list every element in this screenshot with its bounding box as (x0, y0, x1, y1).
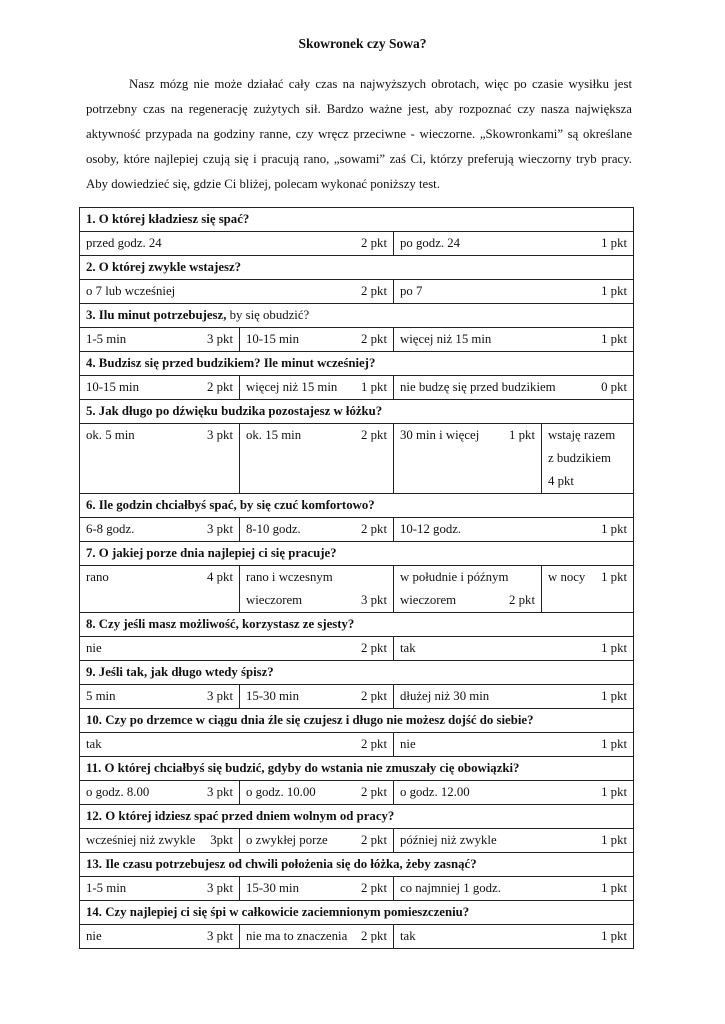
answer-label: później niż zwykle (400, 833, 497, 847)
answer-wrap (400, 232, 627, 255)
answer-points: 2 pkt (509, 593, 535, 607)
answer-wrap (86, 328, 233, 351)
answer-option (394, 280, 634, 304)
answer-option (240, 518, 394, 542)
answer-wrap (246, 328, 387, 351)
answer-row (80, 518, 634, 542)
answer-option (240, 566, 394, 613)
answer-wrap (246, 685, 387, 708)
answer-option (394, 637, 634, 661)
question-text: 12. O której idziesz spać przed dniem wolnym od pracy? (80, 805, 634, 829)
answer-option (80, 925, 240, 949)
answer-row (80, 232, 634, 256)
question-text-rest: by się obudzić? (226, 308, 310, 322)
answer-label: wieczorem (400, 593, 457, 607)
intro-paragraph (86, 72, 632, 197)
question-row (80, 709, 634, 733)
question-text: 10. Czy po drzemce w ciągu dnia źle się czujesz i długo nie możesz dojść do siebie? (80, 709, 634, 733)
answer-wrap (400, 733, 627, 756)
answer-label: wcześniej niż zwykle (86, 833, 196, 847)
answer-label: 8-10 godz. (246, 522, 301, 536)
answer-points: 3 pkt (207, 929, 233, 943)
answer-points: 3 pkt (207, 522, 233, 536)
answer-points: 1 pkt (601, 833, 628, 847)
page-title: Skowronek czy Sowa? (298, 36, 427, 51)
answer-points: 1 pkt (601, 737, 628, 751)
answer-points: 3pkt (210, 833, 233, 847)
answer-row (80, 328, 634, 352)
answer-label: o zwykłej porze (246, 833, 328, 847)
quiz-table (79, 207, 634, 949)
answer-label: o godz. 8.00 (86, 785, 150, 799)
answer-label: 15-30 min (246, 689, 299, 703)
answer-points: 2 pkt (361, 522, 387, 536)
answer-wrap (246, 781, 387, 804)
answer-label: o 7 lub wcześniej (86, 284, 176, 298)
answer-option (394, 733, 634, 757)
answer-points: 2 pkt (361, 833, 387, 847)
answer-wrap (246, 424, 387, 447)
answer-wrap (86, 829, 233, 852)
answer-label: więcej niż 15 min (400, 332, 492, 346)
answer-wrap (400, 637, 627, 660)
answer-points: 1 pkt (601, 881, 628, 895)
answer-points: 1 pkt (601, 570, 628, 584)
answer-option (80, 280, 394, 304)
answer-points: 4 pkt (207, 570, 233, 584)
answer-label: nie (86, 641, 102, 655)
answer-wrap (86, 280, 387, 303)
answer-option (394, 328, 634, 352)
answer-option (240, 424, 394, 494)
question-row (80, 494, 634, 518)
question-row (80, 400, 634, 424)
answer-points: 1 pkt (601, 689, 628, 703)
answer-wrap (86, 733, 387, 756)
question-row (80, 661, 634, 685)
question-text-bold: 3. Ilu minut potrzebujesz, (86, 308, 227, 322)
answer-points: 2 pkt (361, 737, 387, 751)
answer-wrap (400, 376, 627, 399)
answer-wrap (400, 280, 627, 303)
answer-option (240, 829, 394, 853)
answer-wrap (86, 637, 387, 660)
answer-option (394, 566, 542, 613)
answer-line (246, 589, 387, 612)
answer-wrap (86, 232, 387, 255)
answer-points: 2 pkt (361, 641, 387, 655)
answer-label: więcej niż 15 min (246, 380, 338, 394)
answer-points: 1 pkt (601, 236, 628, 250)
question-text: 6. Ile godzin chciałbyś spać, by się czuć komfortowo? (80, 494, 634, 518)
answer-row (80, 566, 634, 613)
answer-option (80, 637, 394, 661)
question-text: 8. Czy jeśli masz możliwość, korzystasz ze sjesty? (80, 613, 634, 637)
answer-option (240, 328, 394, 352)
answer-row (80, 637, 634, 661)
answer-points: 3 pkt (361, 593, 387, 607)
answer-option (240, 376, 394, 400)
answer-option (394, 376, 634, 400)
answer-row (80, 925, 634, 949)
answer-option (542, 424, 634, 494)
question-row (80, 304, 634, 328)
answer-points: 1 pkt (601, 641, 628, 655)
answer-points: 2 pkt (361, 428, 387, 442)
answer-row (80, 376, 634, 400)
answer-label: w nocy (548, 570, 586, 584)
question-row (80, 208, 634, 232)
answer-points: 1 pkt (601, 284, 628, 298)
answer-points: 1 pkt (601, 332, 628, 346)
answer-label: nie (400, 737, 416, 751)
answer-wrap (246, 925, 387, 948)
answer-label: ok. 5 min (86, 428, 135, 442)
answer-label: nie (86, 929, 102, 943)
answer-label: 10-15 min (246, 332, 299, 346)
answer-points: 3 pkt (207, 428, 233, 442)
answer-wrap (86, 781, 233, 804)
answer-wrap (246, 877, 387, 900)
question-text: 11. O której chciałbyś się budzić, gdyby do wstania nie zmuszały cię obowiązki? (80, 757, 634, 781)
answer-points: 2 pkt (361, 881, 387, 895)
question-text: 2. O której zwykle wstajesz? (80, 256, 634, 280)
answer-option (394, 925, 634, 949)
question-text: 1. O której kładziesz się spać? (80, 208, 634, 232)
answer-points: 3 pkt (207, 881, 233, 895)
answer-wrap (400, 925, 627, 948)
answer-line: w południe i późnym (400, 570, 509, 584)
answer-wrap (400, 424, 535, 447)
answer-row (80, 829, 634, 853)
answer-wrap (246, 829, 387, 852)
question-row (80, 853, 634, 877)
question-row (80, 256, 634, 280)
question-row (80, 901, 634, 925)
answer-wrap (246, 376, 387, 399)
answer-points: 2 pkt (361, 689, 387, 703)
answer-option (240, 877, 394, 901)
answer-label: 1-5 min (86, 332, 127, 346)
question-text: 14. Czy najlepiej ci się śpi w całkowicie zaciemnionym pomieszczeniu? (80, 901, 634, 925)
answer-option (80, 518, 240, 542)
answer-label: po 7 (400, 284, 423, 298)
answer-option (80, 566, 240, 613)
question-row (80, 757, 634, 781)
answer-row (80, 424, 634, 494)
answer-label: 6-8 godz. (86, 522, 135, 536)
answer-line: 4 pkt (548, 474, 574, 488)
answer-wrap (400, 685, 627, 708)
answer-label: 10-15 min (86, 380, 139, 394)
question-text (80, 304, 634, 328)
answer-row (80, 280, 634, 304)
answer-row (80, 781, 634, 805)
answer-wrap (400, 781, 627, 804)
answer-label: 30 min i więcej (400, 428, 480, 442)
answer-wrap (246, 518, 387, 541)
answer-option (80, 733, 394, 757)
answer-line (400, 589, 535, 612)
answer-wrap (86, 376, 233, 399)
answer-points: 1 pkt (601, 785, 628, 799)
answer-label: o godz. 12.00 (400, 785, 470, 799)
answer-label: 5 min (86, 689, 116, 703)
question-text: 13. Ile czasu potrzebujesz od chwili położenia się do łóżka, żeby zasnąć? (80, 853, 634, 877)
answer-option (240, 925, 394, 949)
answer-points: 3 pkt (207, 689, 233, 703)
answer-points: 0 pkt (601, 380, 628, 394)
answer-points: 1 pkt (509, 428, 535, 442)
answer-points: 2 pkt (361, 284, 387, 298)
answer-option (394, 829, 634, 853)
question-row (80, 542, 634, 566)
answer-option (240, 685, 394, 709)
answer-points: 2 pkt (361, 785, 387, 799)
answer-points: 1 pkt (601, 522, 628, 536)
answer-label: 1-5 min (86, 881, 127, 895)
answer-wrap (86, 877, 233, 900)
answer-points: 2 pkt (361, 332, 387, 346)
answer-option (394, 232, 634, 256)
answer-label: co najmniej 1 godz. (400, 881, 501, 895)
answer-option (80, 376, 240, 400)
answer-label: o godz. 10.00 (246, 785, 316, 799)
answer-row (80, 733, 634, 757)
answer-line: wstaję razem (548, 428, 616, 442)
answer-wrap (86, 518, 233, 541)
answer-points: 2 pkt (361, 929, 387, 943)
answer-label: 15-30 min (246, 881, 299, 895)
answer-option (80, 232, 394, 256)
answer-option (394, 518, 634, 542)
answer-label: dłużej niż 30 min (400, 689, 490, 703)
answer-points: 3 pkt (207, 785, 233, 799)
question-row (80, 352, 634, 376)
answer-label: nie budzę się przed budzikiem (400, 380, 556, 394)
answer-label: przed godz. 24 (86, 236, 162, 250)
answer-option (80, 829, 240, 853)
question-text: 5. Jak długo po dźwięku budzika pozostajesz w łóżku? (80, 400, 634, 424)
answer-option (542, 566, 634, 613)
answer-row (80, 685, 634, 709)
question-row (80, 805, 634, 829)
question-row (80, 613, 634, 637)
answer-label: tak (86, 737, 102, 751)
answer-wrap (400, 328, 627, 351)
answer-wrap (548, 566, 627, 589)
answer-points: 2 pkt (207, 380, 233, 394)
answer-label: wieczorem (246, 593, 303, 607)
answer-label: rano (86, 570, 109, 584)
answer-label: ok. 15 min (246, 428, 302, 442)
answer-option (80, 781, 240, 805)
answer-wrap (400, 877, 627, 900)
answer-wrap (400, 829, 627, 852)
answer-label: tak (400, 929, 416, 943)
question-text: 9. Jeśli tak, jak długo wtedy śpisz? (80, 661, 634, 685)
answer-option (394, 424, 542, 494)
answer-wrap (86, 424, 233, 447)
answer-option (80, 685, 240, 709)
intro-text: Nasz mózg nie może działać cały czas na najwyższych obrotach, więc po czasie wysiłku jest potrzebny czas na regenerację zużytych sił. Bardzo ważne jest, aby rozpoznać czy nasza największa aktywność przypada na godziny ranne, czy wręcz przeciwne - wieczorne. „Skowronkami” są określane osoby, które najlepiej czują się i pracują rano, „sowami” zaś Ci, którzy preferują wieczorny tryb pracy. Aby dowiedzieć się, gdzie Ci bliżej, polecam wykonać poniższy test. (86, 77, 632, 191)
answer-option (394, 877, 634, 901)
answer-points: 1 pkt (361, 380, 387, 394)
answer-option (394, 781, 634, 805)
answer-points: 1 pkt (601, 929, 628, 943)
answer-wrap (86, 685, 233, 708)
question-text: 4. Budzisz się przed budzikiem? Ile minut wcześniej? (80, 352, 634, 376)
answer-wrap (86, 566, 233, 589)
answer-line: z budzikiem (548, 451, 611, 465)
answer-row (80, 877, 634, 901)
answer-wrap (86, 925, 233, 948)
answer-option (240, 781, 394, 805)
answer-label: tak (400, 641, 416, 655)
answer-option (394, 685, 634, 709)
answer-points: 2 pkt (361, 236, 387, 250)
answer-option (80, 424, 240, 494)
answer-option (80, 328, 240, 352)
answer-wrap (400, 518, 627, 541)
answer-label: nie ma to znaczenia (246, 929, 348, 943)
answer-label: po godz. 24 (400, 236, 461, 250)
answer-points: 3 pkt (207, 332, 233, 346)
answer-option (80, 877, 240, 901)
answer-label: 10-12 godz. (400, 522, 462, 536)
question-text: 7. O jakiej porze dnia najlepiej ci się pracuje? (80, 542, 634, 566)
answer-line: rano i wczesnym (246, 570, 333, 584)
